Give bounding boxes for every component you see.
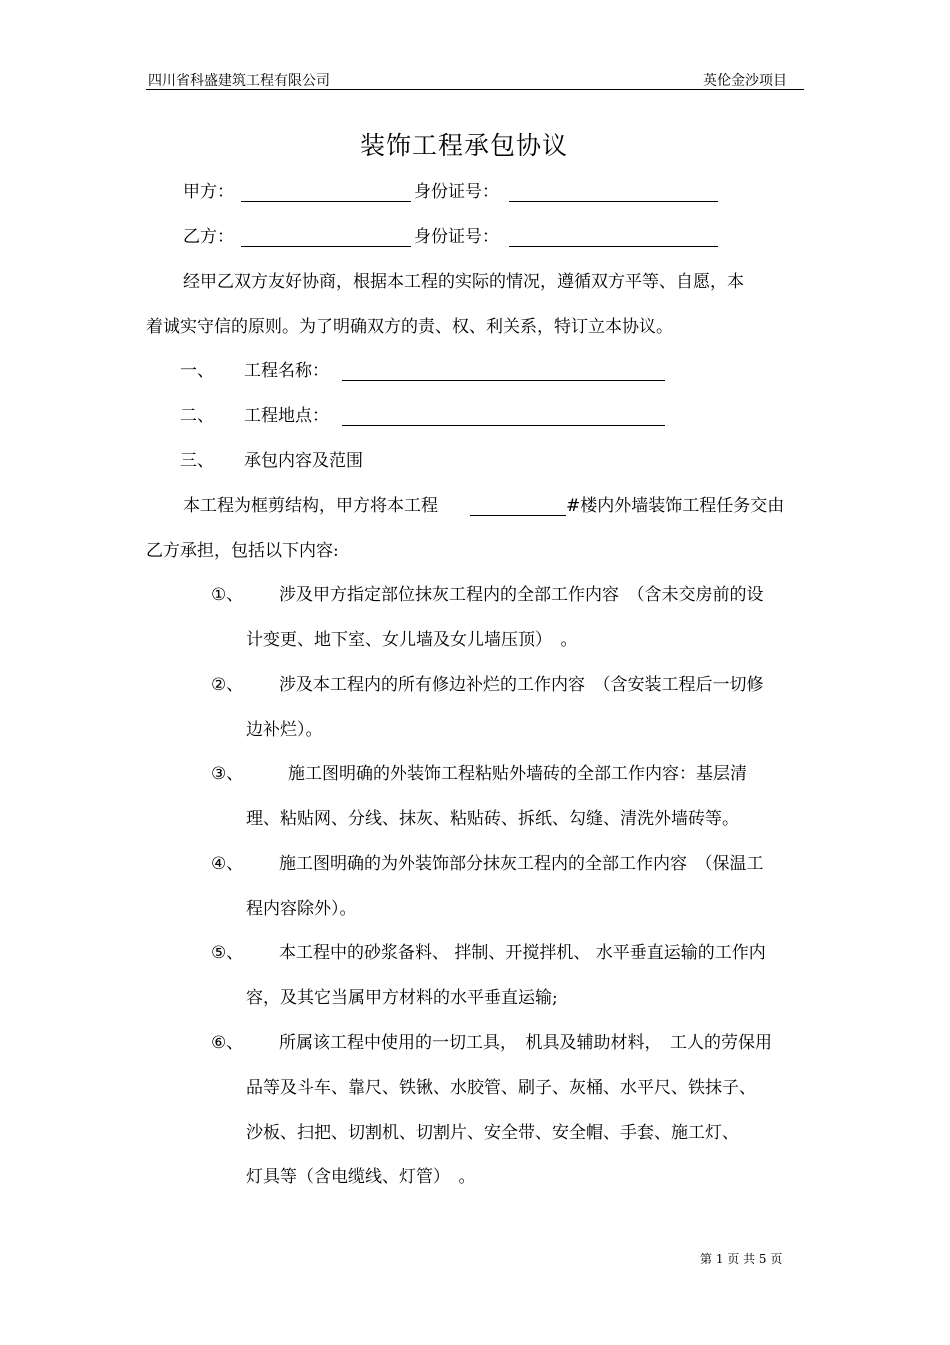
- item-6-line-2: 品等及斗车、靠尺、铁锹、水胶管、刷子、灰桶、水平尺、铁抹子、: [246, 1078, 756, 1098]
- party-a-id-label: 身份证号：: [414, 182, 499, 202]
- item-5-line-2: 容，及其它当属甲方材料的水平垂直运输;: [246, 988, 558, 1008]
- party-a-name-blank: [241, 185, 411, 206]
- scope-part-2: #楼内外墙装饰工程任务交由: [566, 496, 785, 516]
- section-2-label: 工程地点：: [244, 406, 329, 426]
- item-1-line-2: 计变更、地下室、女儿墙及女儿墙压顶） 。: [246, 630, 578, 650]
- party-b-name-blank: [241, 230, 411, 251]
- item-4-num: ④、: [211, 854, 244, 874]
- section-2-num: 二、: [180, 406, 214, 426]
- party-a-id-blank: [509, 185, 718, 206]
- project-name-blank: [342, 364, 665, 385]
- section-1-num: 一、: [180, 361, 214, 381]
- header-company: 四川省科盛建筑工程有限公司: [148, 73, 330, 89]
- item-6-line-4: 灯具等（含电缆线、灯管） 。: [246, 1167, 476, 1187]
- item-4-line-1: 施工图明确的为外装饰部分抹灰工程内的全部工作内容 （保温工: [279, 854, 764, 874]
- party-b-id-blank: [509, 230, 718, 251]
- item-2-line-1: 涉及本工程内的所有修边补烂的工作内容 （含安装工程后一切修: [279, 675, 764, 695]
- item-1-num: ①、: [211, 585, 244, 605]
- item-4-line-2: 程内容除外）。: [246, 899, 357, 919]
- intro-line-2: 着诚实守信的原则。为了明确双方的责、权、利关系，特订立本协议。: [146, 317, 673, 337]
- intro-line-1: 经甲乙双方友好协商，根据本工程的实际的情况，遵循双方平等、自愿，本: [183, 272, 744, 292]
- scope-line-2: 乙方承担，包括以下内容:: [146, 541, 339, 561]
- party-a-label: 甲方：: [183, 182, 234, 202]
- scope-part-1: 本工程为框剪结构，甲方将本工程: [183, 496, 438, 516]
- item-3-num: ③、: [211, 764, 244, 784]
- item-2-line-2: 边补烂）。: [246, 720, 323, 740]
- item-5-line-1: 本工程中的砂浆备料、 拌制、开搅拌机、 水平垂直运输的工作内: [279, 943, 766, 963]
- party-b-id-label: 身份证号：: [414, 227, 499, 247]
- item-6-line-1: 所属该工程中使用的一切工具， 机具及辅助材料， 工人的劳保用: [279, 1033, 772, 1053]
- item-2-num: ②、: [211, 675, 244, 695]
- page-number: 第 1 页 共 5 页: [700, 1252, 783, 1266]
- page-title: 装饰工程承包协议: [360, 131, 569, 160]
- item-3-line-2: 理、粘贴网、分线、抹灰、粘贴砖、拆纸、勾缝、清洗外墙砖等。: [246, 809, 739, 829]
- header-rule: [146, 89, 804, 90]
- section-3-label: 承包内容及范围: [244, 451, 363, 471]
- item-5-num: ⑤、: [211, 943, 244, 963]
- building-number-blank: [470, 499, 566, 520]
- party-b-label: 乙方：: [183, 227, 234, 247]
- section-3-num: 三、: [180, 451, 214, 471]
- item-6-line-3: 沙板、扫把、切割机、切割片、安全带、安全帽、手套、施工灯、: [246, 1123, 739, 1143]
- project-location-blank: [342, 409, 665, 430]
- item-3-line-1: 施工图明确的外装饰工程粘贴外墙砖的全部工作内容：基层清: [288, 764, 747, 784]
- header-project: 英伦金沙项目: [703, 73, 787, 89]
- section-1-label: 工程名称：: [244, 361, 329, 381]
- item-1-line-1: 涉及甲方指定部位抹灰工程内的全部工作内容 （含未交房前的设: [279, 585, 764, 605]
- item-6-num: ⑥、: [211, 1033, 244, 1053]
